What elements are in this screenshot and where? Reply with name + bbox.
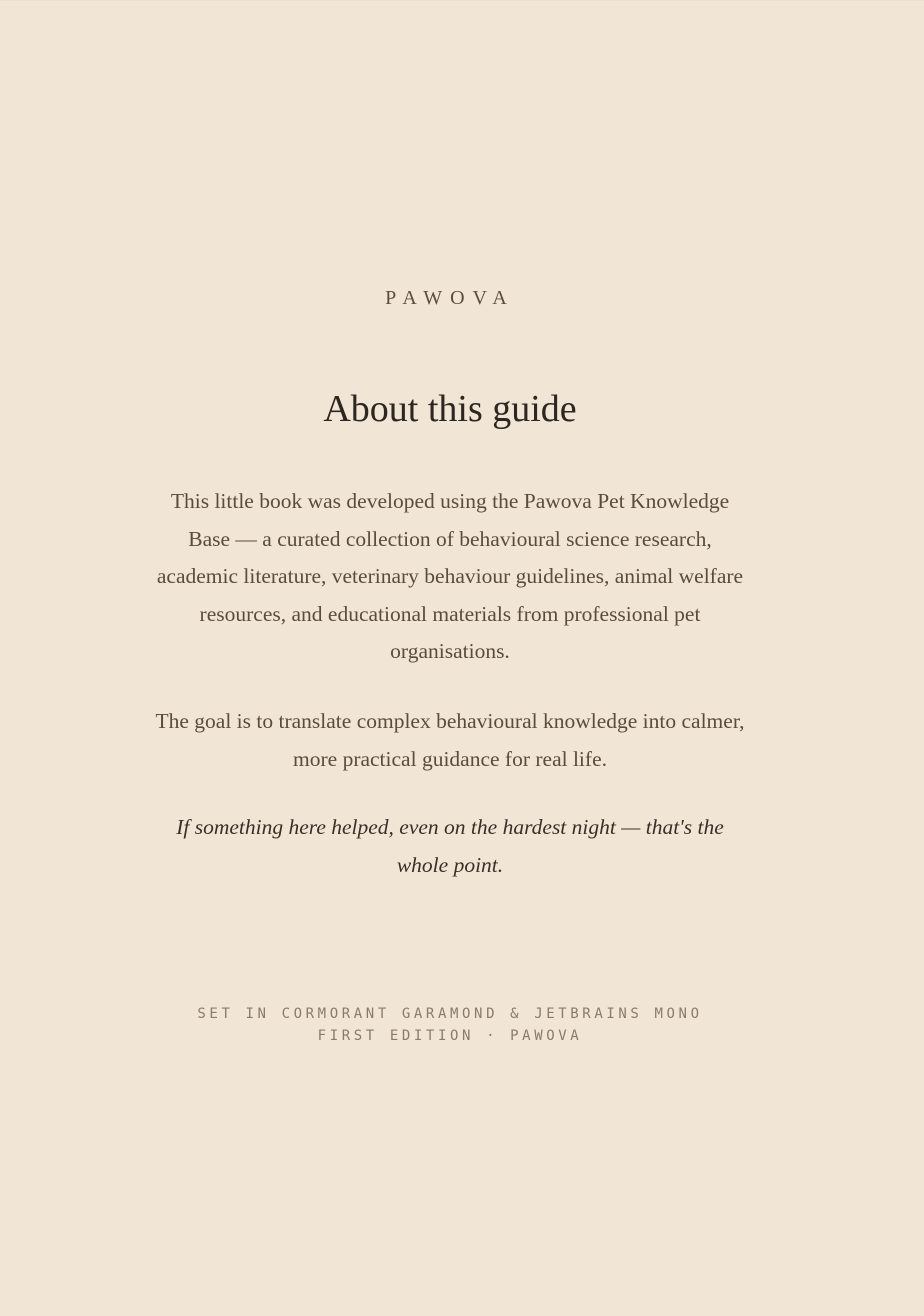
colophon (0, 1003, 900, 1047)
intro-paragraph: This little book was developed using the Pawova Pet Knowledge Base — a curated collection of behavioural science research, academic literature, veterinary behaviour guidelines, animal welfare resources, and educational materials from professional pet organisations. (156, 489, 744, 663)
closing-quote: If something here helped, even on the hardest night — that's the whole point. (176, 815, 724, 877)
goal-paragraph: The goal is to translate complex behavioural knowledge into calmer, more practical guidance for real life. (155, 709, 745, 771)
page-title: About this guide (323, 388, 577, 430)
colophon-edition-line: FIRST EDITION · PAWOVA (317, 1028, 583, 1044)
colophon-typeface-line: SET IN CORMORANT GARAMOND & JETBRAINS MONO (197, 1006, 703, 1022)
brand-wordmark: PAWOVA (385, 287, 515, 309)
